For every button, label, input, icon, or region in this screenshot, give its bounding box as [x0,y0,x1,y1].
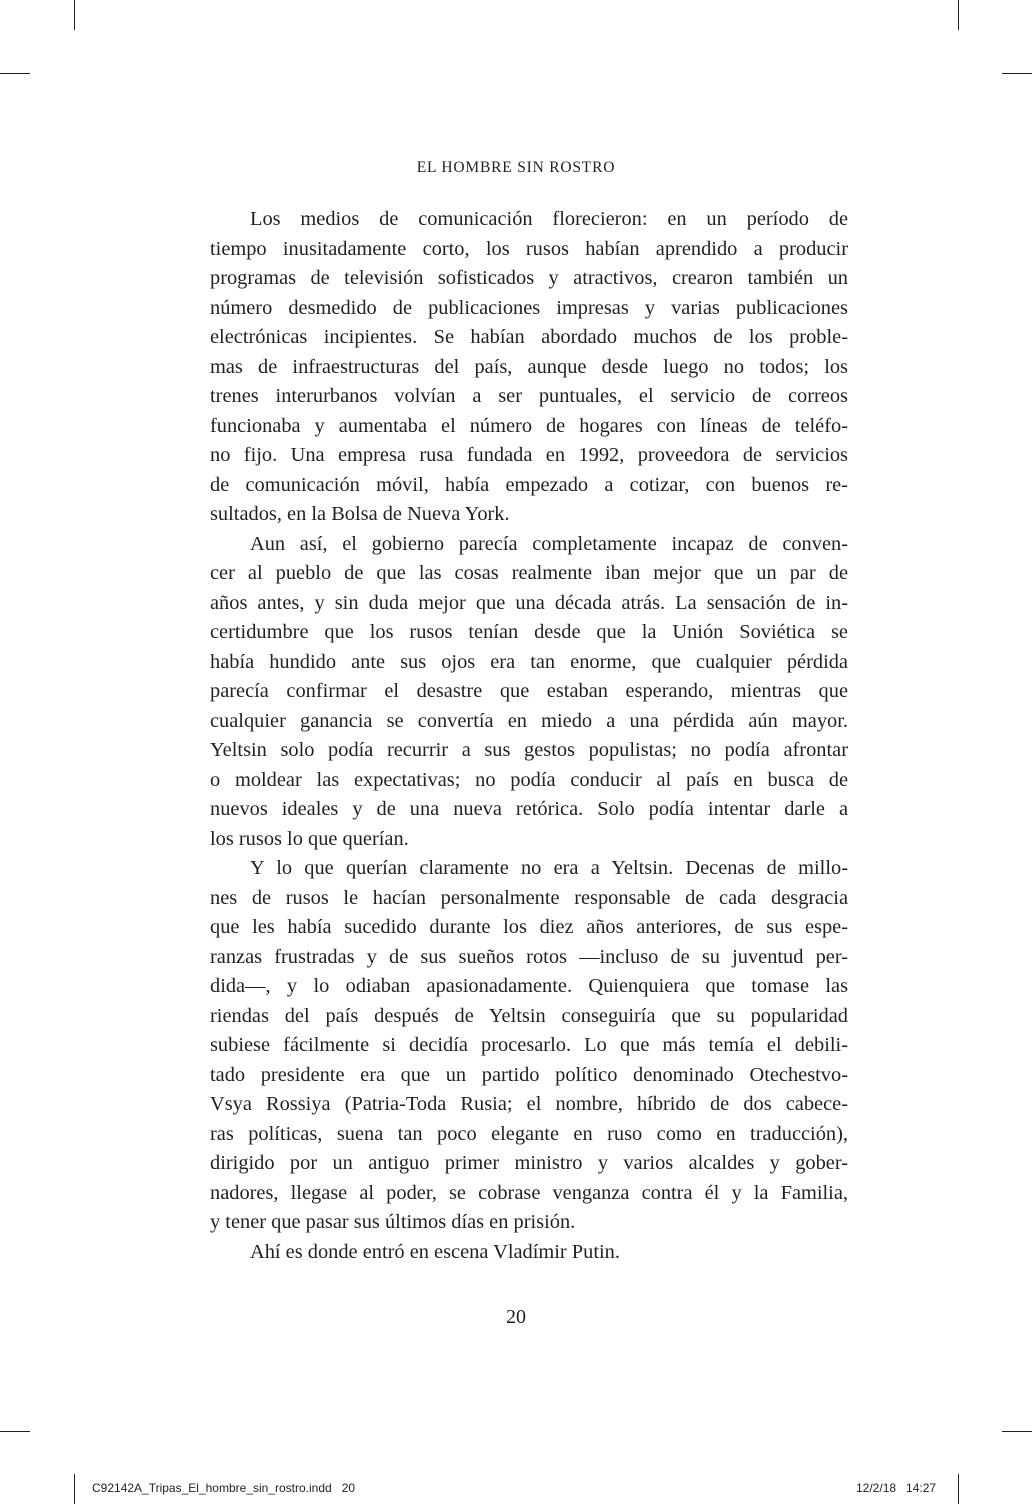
text-line: cualquier ganancia se convertía en miedo a una pérdida aún mayor. [210,709,848,732]
text-line: cer al pueblo de que las cosas realmente iban mejor que un par de [210,562,848,584]
text-line: parecía confirmar el desastre que estaban esperando, mientras que [210,680,848,702]
text-line: ranzas frustradas y de sus sueños rotos —incluso de su juventud per- [210,945,848,968]
text-line: Aun así, el gobierno parecía completamente incapaz de conven- [250,532,848,555]
text-line: que les había sucedido durante los diez años anteriores, de sus espe- [210,916,848,938]
text-line: Yeltsin solo podía recurrir a sus gestos populistas; no podía afrontar [210,739,848,761]
paragraph [210,854,848,1238]
text-line: los rusos lo que querían. [210,827,409,850]
text-line: trenes interurbanos volvían a ser puntuales, el servicio de correos [210,385,848,407]
text-line: funcionaba y aumentaba el número de hogares con líneas de teléfo- [210,414,848,437]
crop-mark-bottom-left-vertical [74,1474,75,1504]
page-number: 20 [506,1306,526,1328]
text-line: de comunicación móvil, había empezado a cotizar, con buenos re- [210,473,848,496]
paragraph [210,205,848,530]
text-line: y tener que pasar sus últimos días en prisión. [210,1211,576,1233]
text-line: había hundido ante sus ojos era tan enorme, que cualquier pérdida [210,650,848,673]
text-line: Y lo que querían claramente no era a Yeltsin. Decenas de millo- [250,857,848,879]
print-slug-timestamp: 12/2/18 14:27 [856,1481,937,1495]
text-line: tiempo inusitadamente corto, los rusos habían aprendido a producir [210,237,848,260]
text-line: programas de televisión sofisticados y atractivos, crearon también un [210,267,848,289]
text-line: Ahí es donde entró en escena Vladímir Putin. [250,1240,620,1263]
text-line: no fijo. Una empresa rusa fundada en 1992, proveedora de servicios [210,444,848,466]
crop-mark-top-left-horizontal [0,73,30,74]
text-line: tado presidente era que un partido político denominado Otechestvo- [210,1063,848,1086]
crop-mark-top-left-vertical [74,0,75,30]
text-line: Los medios de comunicación florecieron: en un período de [250,208,848,230]
running-head: EL HOMBRE SIN ROSTRO [416,159,616,176]
paragraph [210,1238,848,1268]
text-line: Vsya Rossiya (Patria-Toda Rusia; el nombre, híbrido de dos cabece- [210,1093,848,1115]
text-line: nadores, llegase al poder, se cobrase venganza contra él y la Familia, [210,1181,848,1204]
print-slug-filename: C92142A_Tripas_El_hombre_sin_rostro.indd 20 [92,1481,356,1495]
text-line: sultados, en la Bolsa de Nueva York. [210,503,510,525]
crop-mark-top-right-vertical [958,0,959,30]
text-line: años antes, y sin duda mejor que una década atrás. La sensación de in- [210,591,848,614]
text-line: número desmedido de publicaciones impresas y varias publicaciones [210,296,848,319]
text-line: nes de rusos le hacían personalmente responsable de cada desgracia [210,886,848,909]
crop-mark-bottom-right-vertical [958,1474,959,1504]
text-line: mas de infraestructuras del país, aunque desde luego no todos; los [210,355,848,378]
text-line: dirigido por un antiguo primer ministro y varios alcaldes y gober- [210,1152,848,1174]
text-line: subiese fácilmente si decidía procesarlo. Lo que más temía el debili- [210,1034,848,1056]
paragraph [210,530,848,855]
crop-mark-bottom-left-horizontal [0,1431,30,1432]
crop-mark-bottom-right-horizontal [1002,1431,1032,1432]
text-line: o moldear las expectativas; no podía conducir al país en busca de [210,768,848,791]
text-line: dida—, y lo odiaban apasionadamente. Quienquiera que tomase las [210,975,848,997]
crop-mark-top-right-horizontal [1002,73,1032,74]
text-line: riendas del país después de Yeltsin conseguiría que su popularidad [210,1004,848,1027]
text-line: nuevos ideales y de una nueva retórica. Solo podía intentar darle a [210,798,848,820]
body-text [210,205,848,1267]
text-line: ras políticas, suena tan poco elegante en ruso como en traducción), [210,1122,848,1145]
text-line: electrónicas incipientes. Se habían abordado muchos de los proble- [210,326,848,348]
text-line: certidumbre que los rusos tenían desde que la Unión Soviética se [210,621,848,643]
